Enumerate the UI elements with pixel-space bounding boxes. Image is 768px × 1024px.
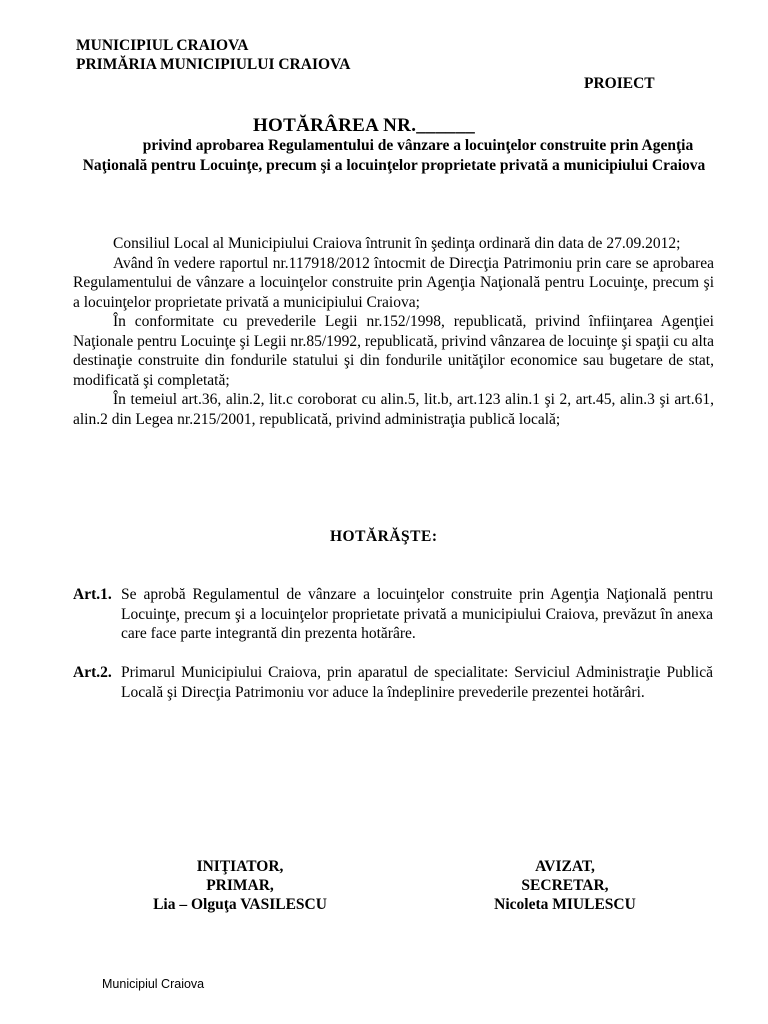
avizat-role: AVIZAT, (535, 858, 595, 875)
preamble-paragraph: În conformitate cu prevederile Legii nr.152/1998, republicată, privind înfiinţarea Agenţiei Naţionale pentru Locuinţe şi Legii nr.85/1992, republicată, privind vânzarea de locuinţe şi spaţii cu alta destinaţie construite din fondurile statului şi din fondurile unităţilor economice sau bugetare de stat, modificată şi completată; (73, 313, 714, 389)
avizat-signature-block (450, 857, 680, 914)
preamble-paragraph: În temeiul art.36, alin.2, lit.c coroborat cu alin.5, lit.b, art.123 alin.1 şi 2, art.45, alin.3 şi art.61, alin.2 din Legea nr.215/2001, republicată, privind administraţia publică locală; (73, 391, 714, 428)
initiator-signature-block (110, 857, 370, 914)
article-text: Se aprobă Regulamentul de vânzare a locuinţelor construite prin Agenţia Naţională pentru Locuinţe, precum şi a locuinţelor proprietate privată a municipiului Craiova, prevăzut în anexa care face parte integrantă din prezenta hotărâre. (121, 586, 713, 642)
preamble-paragraph: Având în vedere raportul nr.117918/2012 întocmit de Direcţia Patrimoniu prin care se aprobarea Regulamentului de vânzare a locuinţelor construite prin Agenţia Naţională pentru Locuinţe, precum şi a locuinţelor proprietate privată a municipiului Craiova; (73, 254, 714, 311)
preamble-paragraph: Consiliul Local al Municipiului Craiova întrunit în şedinţa ordinară din data de 27.09.2012; (113, 235, 681, 252)
article-label: Art.2. (73, 664, 112, 681)
avizat-name: Nicoleta MIULESCU (494, 896, 636, 913)
municipality-name: MUNICIPIUL CRAIOVA (76, 37, 249, 54)
decision-title: HOTĂRÂREA NR.______ (252, 115, 476, 136)
issuer-header (76, 36, 350, 74)
article-1 (73, 585, 713, 644)
draft-status: PROIECT (584, 75, 655, 92)
initiator-role: INIŢIATOR, (196, 858, 284, 875)
article-2 (73, 663, 713, 702)
article-label: Art.1. (73, 586, 112, 603)
initiator-position: PRIMAR, (206, 877, 274, 894)
preamble (73, 234, 714, 429)
decision-heading: HOTĂRĂŞTE: (330, 528, 438, 545)
city-hall-name: PRIMĂRIA MUNICIPIULUI CRAIOVA (76, 56, 351, 73)
page-footer: Municipiul Craiova (102, 977, 205, 991)
avizat-position: SECRETAR, (521, 877, 609, 894)
decision-subtitle: privind aprobarea Regulamentului de vânzare a locuinţelor construite prin Agenţia Naţională pentru Locuinţe, precum şi a locuinţelor proprietate privată a municipiului Craiova (82, 137, 706, 174)
article-text: Primarul Municipiului Craiova, prin aparatul de specialitate: Serviciul Administraţie Publică Locală şi Direcţia Patrimoniu vor aduce la îndeplinire prevederile prezentei hotărâri. (121, 664, 713, 701)
initiator-name: Lia – Olguţa VASILESCU (153, 896, 327, 913)
